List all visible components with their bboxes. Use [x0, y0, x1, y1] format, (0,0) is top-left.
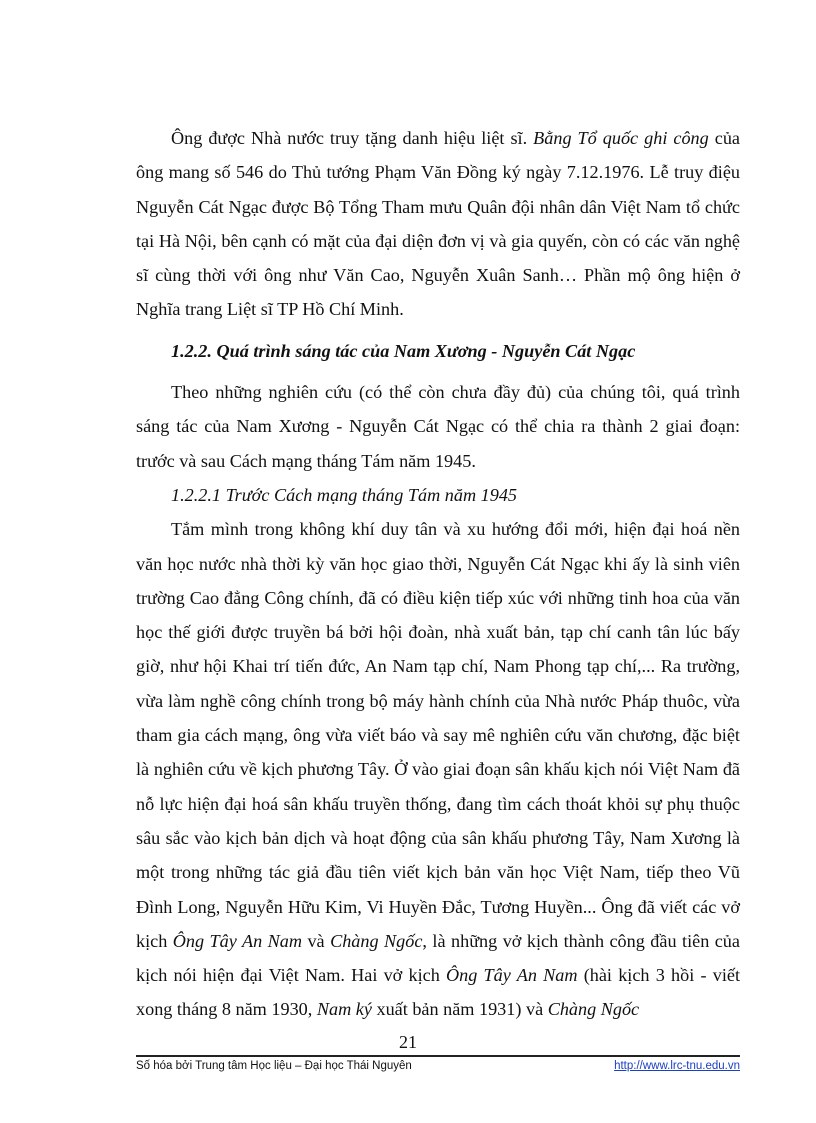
text-run: , là những vở kịch thành công đầu tiên của kịch nói hiện đại Việt Nam. Hai vở kịch: [136, 930, 740, 986]
paragraph-periods: Theo những nghiên cứu (có thể còn chưa đầy đủ) của chúng tôi, quá trình sáng tác của Nam Xương - Nguyễn Cát Ngạc có thể chia ra thành 2 giai đoạn: trước và sau Cách mạng tháng Tám năm 1945.: [136, 382, 740, 471]
italic-title: Bằng Tổ quốc ghi công: [533, 128, 709, 148]
document-body: [136, 121, 740, 1027]
text-run: Tắm mình trong không khí duy tân và xu hướng đổi mới, hiện đại hoá nền văn học nước nhà thời kỳ văn học giao thời, Nguyễn Cát Ngạc khi ấy là sinh viên trường Cao đẳng Công chính, đã có điều kiện tiếp xúc với những tinh hoa của văn học thế giới được truyền bá bởi hội đoàn, nhà xuất bản, tạp chí canh tân lúc bấy giờ, như hội Khai trí tiến đức, An Nam tạp chí, Nam Phong tạp chí,... Ra trường, vừa làm nghề công chính trong bộ máy hành chính của Nhà nước Pháp thuôc, vừa tham gia cách mạng, ông vừa viết báo và say mê nghiên cứu văn chương, đặc biệt là nghiên cứu về kịch phương Tây. Ở vào giai đoạn sân khấu kịch nói Việt Nam đã nỗ lực hiện đại hoá sân khấu truyền thống, đang tìm cách thoát khỏi sự phụ thuộc sâu sắc vào kịch bản dịch và hoạt động của sân khấu phương Tây, Nam Xương là một trong những tác giả đầu tiên viết kịch bản văn học Việt Nam, tiếp theo Vũ Đình Long, Nguyễn Hữu Kim, Vi Huyền Đắc, Tương Huyền... Ông đã viết các vở kịch: [136, 519, 740, 951]
section-heading: 1.2.2. Quá trình sáng tác của Nam Xương - Nguyễn Cát Ngạc: [171, 340, 636, 361]
footer-source: Số hóa bởi Trung tâm Học liệu – Đại học Thái Nguyên: [136, 1060, 412, 1072]
text-run: của ông mang số 546 do Thủ tướng Phạm Văn Đồng ký ngày 7.12.1976. Lễ truy điệu Nguyễn Cát Ngạc được Bộ Tổng Tham mưu Quân đội nhân dân Việt Nam tổ chức tại Hà Nội, bên cạnh có mặt của đại diện đơn vị và gia quyến, còn có các văn nghệ sĩ cùng thời với ông như Văn Cao, Nguyễn Xuân Sanh… Phần mộ ông hiện ở Nghĩa trang Liệt sĩ TP Hồ Chí Minh.: [136, 128, 740, 320]
play-title: Chàng Ngốc: [547, 999, 640, 1020]
text-run: xuất bản năm 1931) và: [371, 999, 548, 1020]
play-title: Ông Tây An Nam: [446, 965, 578, 986]
footer-link[interactable]: http://www.lrc-tnu.edu.vn: [614, 1060, 740, 1072]
footer-divider: [136, 1055, 740, 1057]
play-title: Ông Tây An Nam: [172, 930, 302, 951]
paragraph-before-revolution: [136, 512, 740, 1026]
text-run: và: [301, 930, 331, 951]
subsection-heading: 1.2.2.1 Trước Cách mạng tháng Tám năm 1945: [171, 484, 518, 505]
page-footer: [136, 1060, 740, 1072]
publication-title: Nam ký: [316, 999, 372, 1020]
paragraph-martyr: [136, 121, 740, 327]
play-title: Chàng Ngốc: [330, 930, 423, 951]
text-run: Ông được Nhà nước truy tặng danh hiệu liệt sĩ.: [171, 128, 534, 148]
page-number: 21: [399, 1032, 417, 1052]
text-run: (hài kịch 3 hồi - viết xong tháng 8 năm 1930,: [136, 965, 740, 1020]
